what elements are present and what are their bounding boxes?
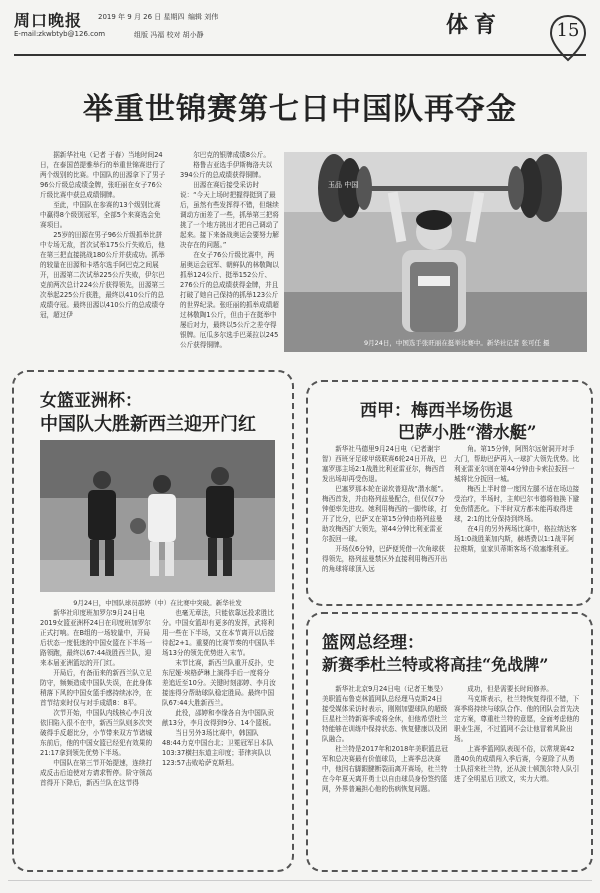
issue-date: 2019 年 9 月 26 日 星期四: [98, 13, 185, 21]
basketball-title: 中国队大胜新西兰迎开门红: [40, 414, 256, 435]
basketball-photo-caption: 9月24日，中国队球员邵婷（中）在比赛中突破。新华社发: [73, 599, 242, 607]
lead-story-col2: [180, 150, 280, 350]
paragraph: 格鲁吉亚选手伊斯梅洛夫以394公斤的总成绩获得铜牌。: [180, 161, 273, 179]
paragraph: 开场仅6分钟，巴萨便凭借一次角球获得领先，格列兹曼禁区外直接利用梅西开出的角球将球顶入远: [322, 545, 448, 573]
basketball-col1: [40, 608, 154, 788]
paragraph: 至此，中国队在参赛的13个级别比赛中赢得8个级别冠军，全部5个来赛选会免赛项目。: [40, 201, 161, 229]
paragraph: 上赛季篮网队表现不俗，以常规赛42胜40负的成绩闯入季后赛，今夏除了从勇士队招来杜兰特，还从波士顿凯尔特人队引进了全明星后卫欧文，实力大增。: [454, 745, 580, 783]
football-col2: [454, 444, 580, 554]
paragraph: 据新华社电（记者 于春）当地时间24日，在泰国芭提雅举行的举重世锦赛进行了两个级别的比赛。中国队的田源拿下了男子96公斤级总成绩金牌，张旺丽在女子76公斤级比赛中获总成绩铜牌。: [40, 151, 166, 199]
header-rule: [14, 54, 586, 56]
paragraph: 新华社北京9月24日电（记者王集旻）美职篮布鲁克林篮网队总经理马克斯24日接受媒体采访时表示，刚刚加盟球队的超级巨星杜兰特新赛季或将全休，但他希望杜兰特能够在训练中保持状态、恢复健康以及团队融合。: [322, 685, 448, 743]
paragraph: 也毫无章法，只能依靠远投求胜比分。中国女篮却有更多的发挥，武将利用一些在下半场，又在本节离开以后接待起2+1。重要的比赛节奏的中国队半场13分的领先优势进入末节。: [162, 609, 275, 657]
nets-kicker: 篮网总经理：: [322, 633, 424, 653]
section-title: 体育: [446, 12, 503, 38]
paragraph: 新华社马德里9月24日电（记者谢宇智）西班牙足球甲级联赛6轮24日开战，巴塞罗那主场2:1战胜比利亚雷亚尔，梅西首发出场却再受伤退。: [322, 445, 447, 483]
paragraph: 角。第15分钟，阿图尔远射洞开对手大门，帮助巴萨再入一球扩大领先优势。比利亚雷亚尔则在第44分钟由卡索拉扳回一城将比分扳回一城。: [454, 445, 580, 483]
production-credit: 组版 冯福 校对 胡小静: [134, 31, 204, 39]
basketball-col2: [162, 608, 276, 768]
nets-title: 新赛季杜兰特或将高挂“免战牌”: [322, 655, 549, 674]
paragraph: 当日另外3场比赛中，韩国队48:44力克中国台北；卫冕冠军日本队103:37横扫东道主印度；菲律宾队以123:57击败哈萨克斯坦。: [162, 729, 274, 767]
email-address: E-mail:zkwbtyb@126.com: [14, 30, 106, 38]
lead-photo-caption: 9月24日，中国选手张旺丽在挺举比赛中。新华社记者 张可任 摄: [364, 339, 550, 347]
barbell-brand-text: 玉品 中国: [328, 181, 359, 189]
page-headline: 举重世锦赛第七日中国队再夺金: [83, 92, 517, 127]
basketball-players-illustration: [40, 440, 275, 592]
football-title-line2: 巴萨小胜“潜水艇”: [398, 423, 537, 443]
paragraph: 马克斯表示，杜兰特恢复得很不错，下赛季将持续与球队合作、他的团队会首先决定方案，尊重杜兰特的意愿，全面考虑他的职业生涯，不过篮网不会让他冒着风险出场。: [454, 695, 580, 743]
paragraph: 末节比赛，新西兰队重开反扑，史东尼娅·埃格萨琳上演得手后一度将分差追近至10分。关键时刻邵婷、李月汝接连得分帮助球队稳定胜局。最终中国队67:44大胜新西兰。: [162, 659, 276, 707]
paragraph: 此役，邵婷和李缘各自为中国队贡献13分，李月汝得到9分、14个篮板。: [162, 709, 276, 727]
nets-col2: [454, 684, 580, 784]
paragraph: 25岁的田源在男子96公斤级抓举比拼中专场无敌，首次试举175公斤失败后，他在第三把直接挑战180公斤并获成功。抓举的较量在田源和卡塔尔选手阿巴克之间展开，田源第二次试举225公斤失败，伊尔巴克前两次总计224公斤获得领先，田源第三次举起225公斤获胜，最终以410公斤的总成绩夺冠。最终田源以410公斤的总成绩夺冠，超过伊: [40, 231, 165, 319]
paragraph: 杜兰特是2017年和2018年美职篮总冠军和总决赛最有价值球员，上赛季总决赛中，他因右脚跟腱断裂而离开赛场，杜兰特在今年夏天离开勇士以自由球员身份签约篮网，外界普遍担心他的伤病恢复问题。: [322, 745, 448, 793]
lead-story-col1: [40, 150, 166, 320]
newspaper-logo: 周口晚报: [14, 11, 83, 30]
paragraph: 开局后，有备而来的新西兰队立足防守，频频造成中国队失误，在此身体稍落下风的中国女篮手感持续冰冷，在首节结束时仅与对手成绩8：8平。: [40, 669, 153, 707]
weightlifting-photo: [284, 152, 587, 352]
paragraph: 梅西上半时曾一度因左腿不适在场边接受治疗，半场时，主帅巴尔韦德将他换下避免伤情恶化。下半时双方都未能再取得进球，2:1的比分保持到终场。: [454, 485, 580, 523]
paragraph: 次节开始，中国队内线核心李月汝依旧陷入很不在中，新西兰队则多次突破得手反超比分，小节带来双方节诸城东前后，他的中国女篮已经犯有效果的21:17拿到领先优势下半场。: [40, 709, 153, 757]
paragraph: 尔巴克的银牌成绩8公斤。: [193, 151, 270, 159]
page-number: 15: [556, 20, 580, 41]
paragraph: 在女子76公斤级比赛中，两届奥运会冠军、朝鲜队的林敬陶以抓举124公斤、挺举152公斤、276公斤的总成绩获得金牌，并且打破了她自己保持的抓举123公斤的世界纪录。张旺丽的抓举成绩超过林敬陶1公斤，但由于在挺举中屡后对力，最终以5公斤之差夺得银牌。厄瓜多尔选手巴莱拉以245公斤获得铜牌。: [180, 251, 279, 349]
paragraph: 田源在赛后接受采访时说：“今天上场时把握得挺到了最后，虽然有些发挥得不错，但继续调动方面差了一些，抓举第三把将挑了一个地方挑出才把自己调动了起来。接下来备战奥运会要努力解决存在的问题。”: [180, 181, 279, 249]
football-col1: [322, 444, 448, 574]
football-title-line1: 西甲：梅西半场伤退: [360, 401, 513, 421]
editor-credit: 编辑 刘伟: [188, 13, 219, 21]
basketball-photo: [40, 440, 275, 592]
basketball-kicker: 女篮亚洲杯：: [40, 391, 142, 411]
paragraph: 在4月的另外两场比赛中，格拉纳达客场1:0战胜莱加内斯，赫塔费以1:1战平阿拉维斯，皇家贝蒂斯客场不敌塞维利亚。: [454, 525, 577, 553]
nets-col1: [322, 684, 448, 794]
masthead: [14, 6, 586, 66]
paragraph: 巴塞罗那本轮在诺坎普迎战“潜水艇”。梅西首发，并由格列兹曼配合，但仅仅7分钟便率先进攻。她利用梅西的一脚传球，打开了比分，巴萨又在第15分钟由格列兹曼助攻梅西扩大领先，第44分钟比利亚雷亚尔扳回一球。: [322, 485, 448, 543]
paragraph: 成功，但是需要长时间修养。: [467, 685, 553, 693]
page-bottom-rule: [8, 880, 592, 881]
paragraph: 中国队在第三节开始提速，连续打成反击后迫使对方请求暂停。阶守领高首得开下降后，新西兰队在这节得: [40, 759, 153, 787]
paragraph: 新华社印度班加罗尔9月24日电 2019女篮亚洲杯24日在印度班加罗尔正式打响。在B组的一场较量中，开局后状态一度低迷的中国女篮在下半场一路领跑，最终以67:44战胜西兰队，迎来本届亚洲篮坛的开门红。: [40, 609, 153, 667]
